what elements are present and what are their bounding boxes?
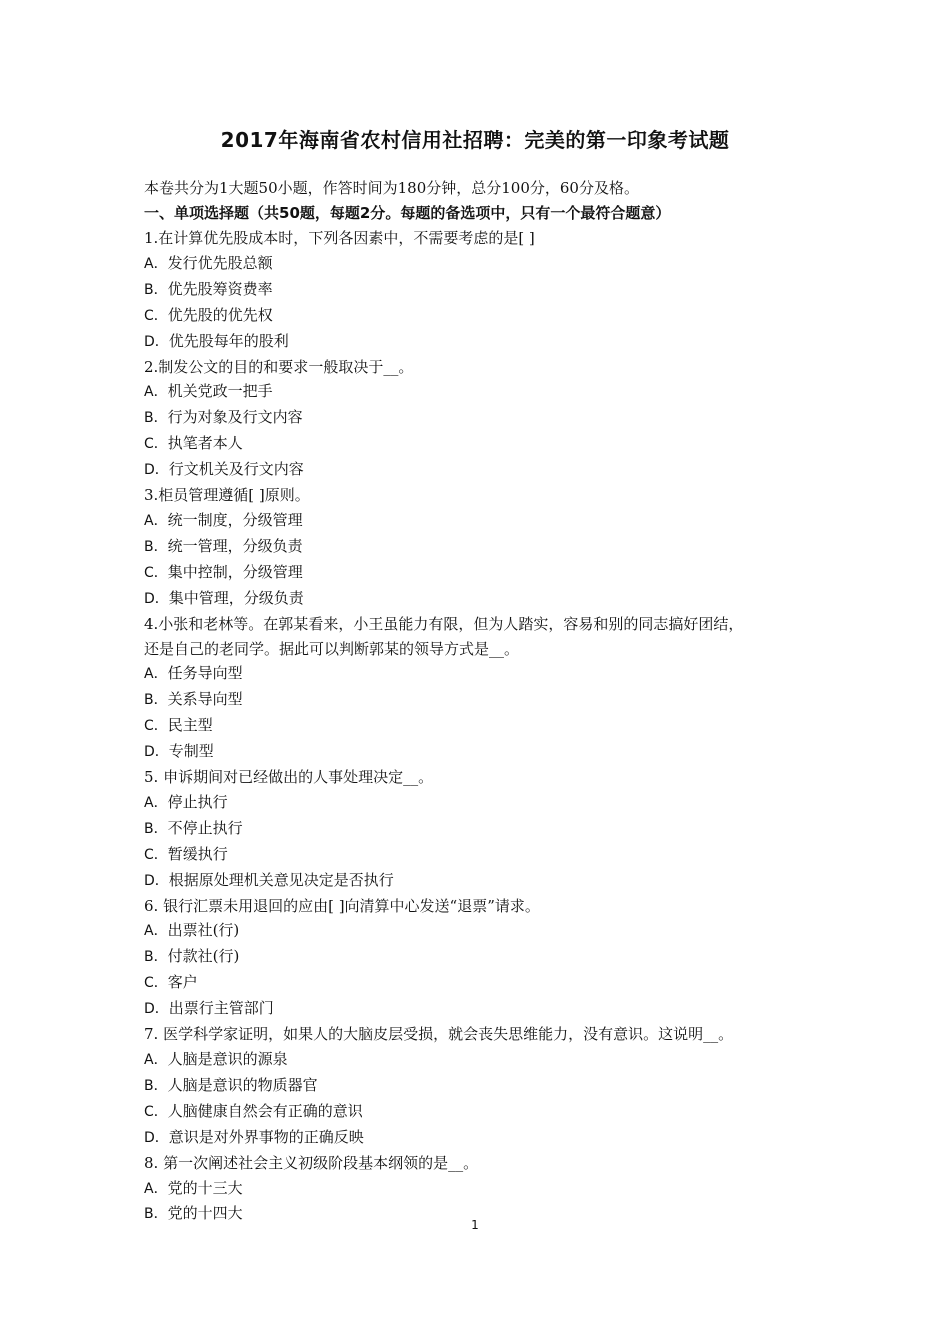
option-letter: D．	[144, 872, 169, 889]
option-text: 人脑健康自然会有正确的意识	[167, 1101, 363, 1120]
option-text: 机关党政一把手	[167, 382, 273, 401]
answer-option	[144, 329, 814, 355]
option-text: 关系导向型	[167, 690, 243, 709]
option-text: 优先股的优先权	[167, 305, 273, 324]
question-stem: 8. 第一次阐述社会主义初级阶段基本纲领的是__。	[144, 1153, 479, 1172]
answer-option	[144, 687, 814, 713]
option-text: 优先股每年的股利	[168, 331, 289, 350]
option-text: 优先股筹资费率	[167, 279, 273, 298]
answer-option	[144, 713, 814, 739]
question-stem-continued: 还是自己的老同学。据此可以判断郭某的领导方式是__。	[144, 639, 520, 658]
option-letter: D．	[144, 1129, 169, 1146]
answer-option	[144, 405, 814, 431]
option-text: 意识是对外界事物的正确反映	[168, 1127, 364, 1146]
answer-option	[144, 1176, 814, 1202]
option-text: 任务导向型	[167, 664, 243, 683]
answer-option	[144, 251, 814, 277]
option-letter: A．	[144, 384, 168, 401]
answer-option	[144, 816, 814, 842]
question-block	[144, 894, 814, 1023]
question-block	[144, 765, 814, 894]
option-text: 付款社(行)	[167, 947, 240, 966]
question-block	[144, 1022, 814, 1151]
answer-option	[144, 739, 814, 765]
option-letter: B．	[144, 1206, 168, 1223]
option-letter: D．	[144, 590, 169, 607]
answer-option	[144, 586, 814, 612]
option-text: 行为对象及行文内容	[167, 408, 303, 427]
option-letter: D．	[144, 333, 169, 350]
option-text: 客户	[167, 973, 198, 992]
option-text: 发行优先股总额	[167, 253, 273, 272]
option-letter: D．	[144, 1001, 169, 1018]
option-letter: A．	[144, 666, 168, 683]
answer-option	[144, 277, 814, 303]
option-letter: A．	[144, 1052, 168, 1068]
answer-option	[144, 534, 814, 560]
question-stem: 7. 医学科学家证明，如果人的大脑皮层受损，就会丧失思维能力，没有意识。这说明__。	[144, 1025, 734, 1044]
answer-option	[144, 842, 814, 868]
option-text: 人脑是意识的源泉	[167, 1050, 288, 1068]
option-letter: C．	[144, 436, 168, 453]
option-letter: B．	[144, 820, 168, 837]
option-text: 暂缓执行	[167, 844, 228, 863]
answer-option	[144, 944, 814, 970]
question-stem: 6. 银行汇票未用退回的应由[ ]向清算中心发送“退票”请求。	[144, 896, 540, 915]
option-text: 专制型	[168, 742, 214, 761]
answer-option	[144, 508, 814, 534]
option-text: 党的十四大	[167, 1204, 243, 1223]
option-text: 集中控制，分级管理	[167, 562, 303, 581]
answer-option	[144, 868, 814, 894]
answer-option	[144, 560, 814, 586]
question-stem: 3.柜员管理遵循[ ]原则。	[144, 486, 310, 505]
exam-intro: 本卷共分为1大题50小题，作答时间为180分钟，总分100分，60分及格。	[144, 179, 639, 197]
option-letter: C．	[144, 846, 168, 863]
option-text: 民主型	[167, 716, 213, 735]
answer-option	[144, 661, 814, 687]
option-letter: D．	[144, 462, 169, 479]
question-stem: 2.制发公文的目的和要求一般取决于__。	[144, 357, 414, 376]
option-text: 根据原处理机关意见决定是否执行	[168, 870, 394, 889]
answer-option	[144, 1125, 814, 1151]
option-letter: B．	[144, 538, 168, 555]
answer-option	[144, 1047, 814, 1073]
option-letter: B．	[144, 1077, 168, 1094]
answer-option	[144, 970, 814, 996]
question-stem: 5. 申诉期间对已经做出的人事处理决定__。	[144, 768, 434, 787]
option-text: 行文机关及行文内容	[168, 460, 304, 479]
option-text: 执笔者本人	[167, 434, 243, 453]
option-letter: D．	[144, 744, 169, 761]
answer-option	[144, 918, 814, 944]
answer-option	[144, 1099, 814, 1125]
option-text: 停止执行	[167, 792, 228, 811]
option-letter: A．	[144, 923, 168, 940]
option-letter: A．	[144, 512, 168, 529]
section-heading: 一、单项选择题（共50题，每题2分。每题的备选项中，只有一个最符合题意）	[144, 204, 671, 222]
answer-option	[144, 996, 814, 1022]
answer-option	[144, 1073, 814, 1099]
option-text: 集中管理，分级负责	[168, 588, 304, 607]
question-block	[144, 483, 814, 612]
option-letter: A．	[144, 794, 168, 811]
option-text: 不停止执行	[167, 818, 243, 837]
question-block	[144, 355, 814, 484]
option-letter: C．	[144, 975, 168, 992]
option-text: 党的十三大	[167, 1178, 243, 1197]
option-text: 出票行主管部门	[168, 999, 274, 1018]
option-text: 统一制度，分级管理	[167, 510, 303, 529]
question-block	[144, 612, 814, 765]
option-letter: C．	[144, 1103, 168, 1120]
question-stem: 1.在计算优先股成本时，下列各因素中，不需要考虑的是[ ]	[144, 229, 535, 247]
option-letter: B．	[144, 281, 168, 298]
option-letter: A．	[144, 255, 168, 272]
option-letter: A．	[144, 1180, 168, 1197]
option-letter: C．	[144, 307, 168, 324]
option-letter: B．	[144, 949, 168, 966]
question-block	[144, 1151, 814, 1228]
document-title: 2017年海南省农村信用社招聘：完美的第一印象考试题	[220, 128, 730, 152]
option-letter: B．	[144, 410, 168, 427]
option-letter: B．	[144, 692, 168, 709]
answer-option	[144, 431, 814, 457]
question-stem: 4.小张和老林等。在郭某看来，小王虽能力有限，但为人踏实，容易和别的同志搞好团结，	[144, 614, 744, 633]
answer-option	[144, 457, 814, 483]
option-text: 人脑是意识的物质器官	[167, 1075, 318, 1094]
option-text: 出票社(行)	[167, 921, 240, 940]
question-list	[144, 226, 814, 1227]
option-text: 统一管理，分级负责	[167, 536, 303, 555]
answer-option	[144, 379, 814, 405]
option-letter: C．	[144, 564, 168, 581]
question-block	[144, 226, 814, 355]
option-letter: C．	[144, 718, 168, 735]
answer-option	[144, 303, 814, 329]
answer-option	[144, 790, 814, 816]
page-number: 1	[471, 1218, 479, 1232]
